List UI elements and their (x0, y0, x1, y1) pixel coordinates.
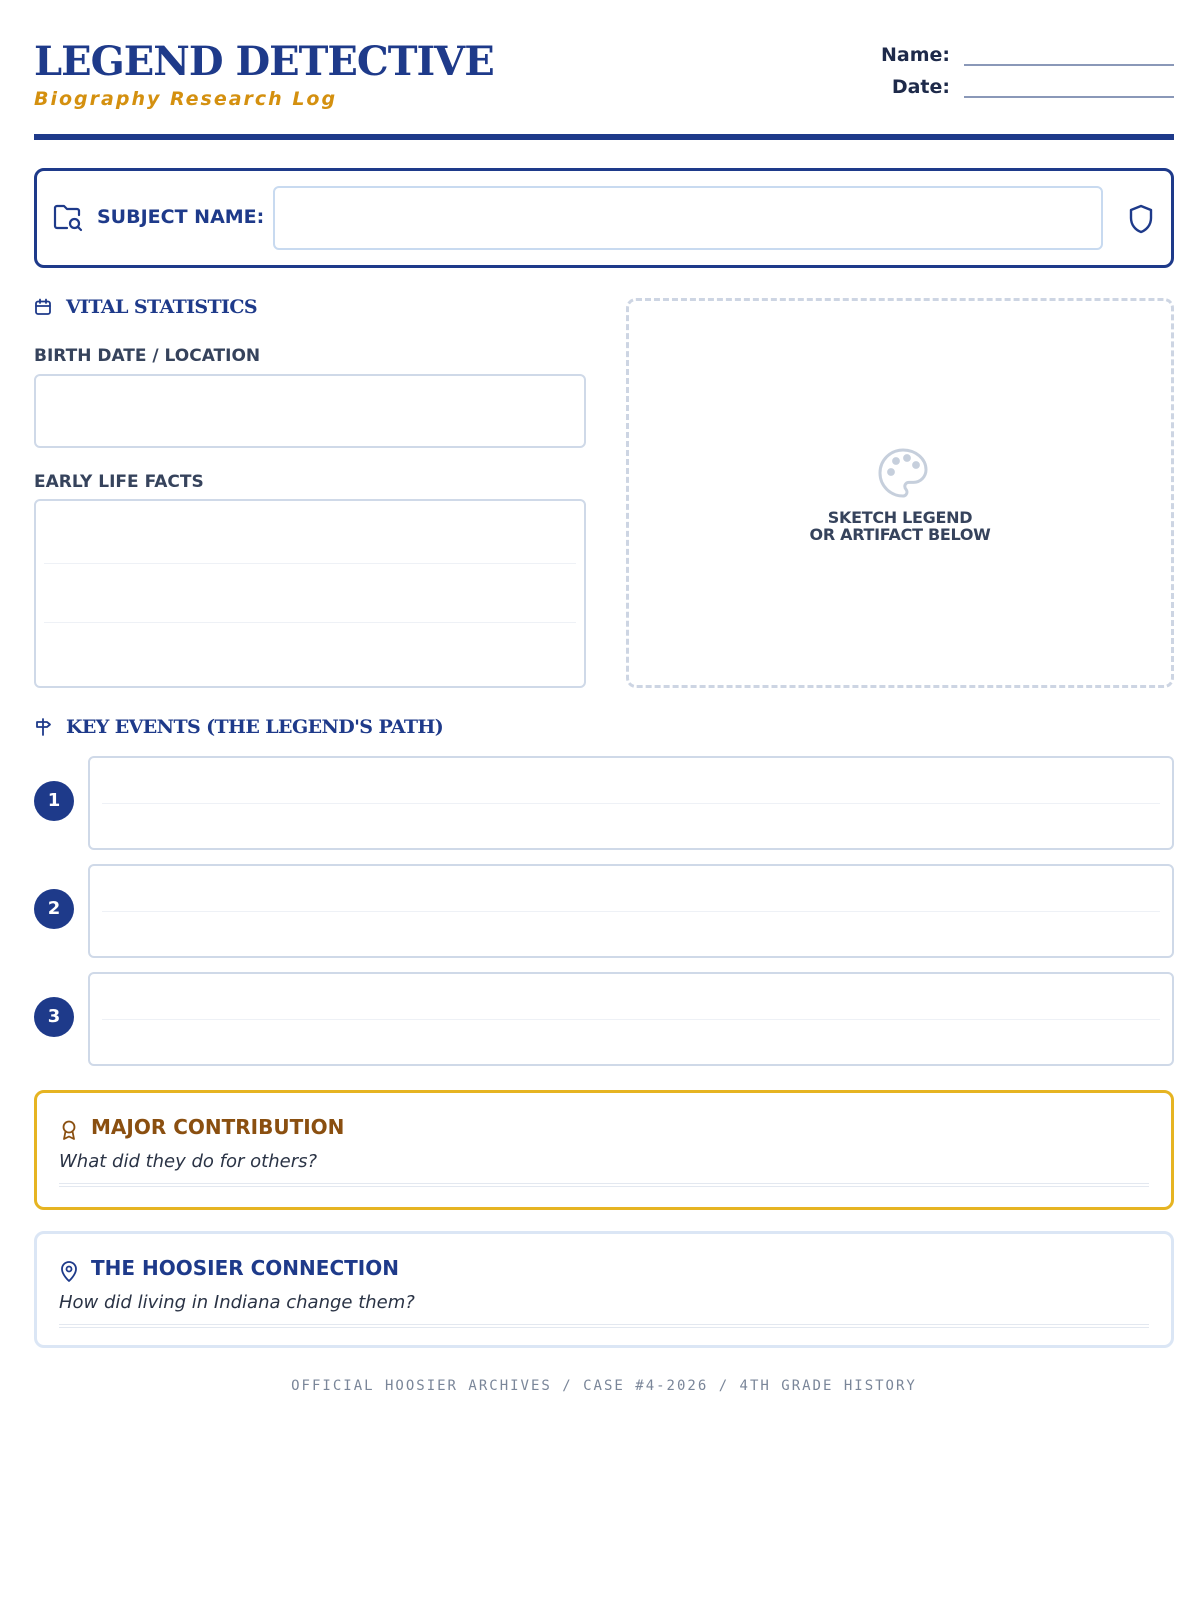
writing-line (102, 803, 1160, 804)
calendar-icon (34, 298, 52, 316)
early-life-label: EARLY LIFE FACTS (34, 472, 204, 492)
page-title: LEGEND DETECTIVE (34, 38, 494, 85)
event-number-1: 1 (34, 781, 74, 821)
page-subtitle: Biography Research Log (34, 88, 338, 110)
date-label: Date: (891, 76, 950, 98)
major-contribution-question: What did they do for others? (59, 1151, 318, 1172)
writing-line (44, 563, 576, 564)
worksheet-page (34, 0, 1174, 1600)
key-events-heading (34, 716, 443, 738)
signpost-icon (34, 718, 52, 736)
subject-name-input[interactable] (273, 186, 1103, 250)
sketch-caption (629, 509, 1171, 543)
date-row (854, 76, 1174, 98)
birth-date-label: BIRTH DATE / LOCATION (34, 346, 261, 366)
header-divider (34, 134, 1174, 140)
writing-line (44, 622, 576, 623)
vital-statistics-title: VITAL STATISTICS (66, 296, 257, 318)
map-pin-icon (59, 1260, 79, 1282)
subject-name-label: SUBJECT NAME: (97, 206, 265, 228)
name-field[interactable] (964, 44, 1174, 66)
birth-date-input[interactable] (34, 374, 586, 448)
writing-line (102, 1019, 1160, 1020)
event-1-input[interactable] (88, 756, 1174, 850)
award-icon (59, 1119, 79, 1141)
date-field[interactable] (964, 76, 1174, 98)
sketch-caption-line-1: SKETCH LEGEND (827, 508, 973, 527)
major-contribution-answer-line[interactable] (59, 1183, 1149, 1187)
hoosier-connection-answer-line[interactable] (59, 1324, 1149, 1328)
folder-search-icon (53, 203, 83, 233)
hoosier-connection-title: THE HOOSIER CONNECTION (91, 1256, 399, 1280)
event-3-input[interactable] (88, 972, 1174, 1066)
event-number-2: 2 (34, 889, 74, 929)
event-number-3: 3 (34, 997, 74, 1037)
vital-statistics-heading (34, 296, 257, 318)
major-contribution-card (34, 1090, 1174, 1210)
event-2-input[interactable] (88, 864, 1174, 958)
name-label: Name: (880, 44, 950, 66)
subject-name-panel (34, 168, 1174, 268)
page-footer: OFFICIAL HOOSIER ARCHIVES / CASE #4-2026 / 4TH GRADE HISTORY (291, 1378, 917, 1394)
early-life-input[interactable] (34, 499, 586, 688)
hoosier-connection-card (34, 1231, 1174, 1348)
key-events-title: KEY EVENTS (THE LEGEND'S PATH) (66, 716, 444, 738)
major-contribution-title: MAJOR CONTRIBUTION (91, 1115, 345, 1139)
shield-icon (1127, 203, 1155, 235)
palette-icon (877, 447, 929, 499)
writing-line (102, 911, 1160, 912)
sketch-area[interactable] (626, 298, 1174, 688)
sketch-caption-line-2: OR ARTIFACT BELOW (809, 525, 991, 544)
hoosier-connection-question: How did living in Indiana change them? (59, 1292, 415, 1313)
name-row (854, 44, 1174, 66)
